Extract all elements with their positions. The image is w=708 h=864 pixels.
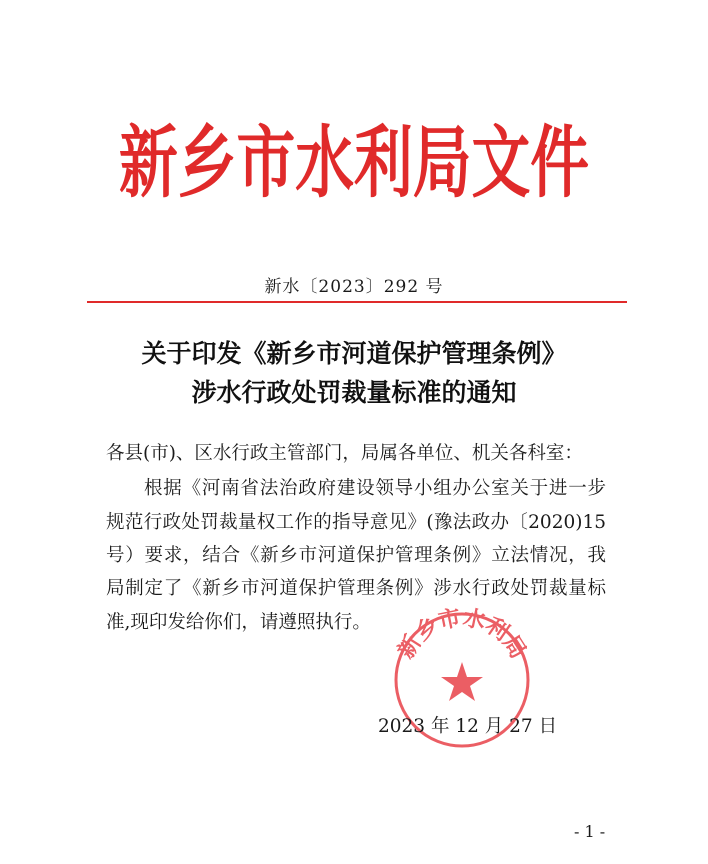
masthead-header	[0, 100, 708, 210]
red-divider-line	[87, 301, 627, 303]
body-line-3: 号）要求，结合《新乡市河道保护管理条例》立法情况，我	[106, 545, 606, 566]
document-number: 新水〔2023〕292 号	[264, 277, 444, 297]
body-line-2: 规范行政处罚裁量权工作的指导意见》(豫法政办〔2020)15	[106, 512, 606, 533]
page-number: - 1 -	[574, 822, 606, 841]
seal-star-icon	[441, 662, 483, 701]
body-line-5: 准,现印发给你们，请遵照执行。	[106, 612, 371, 633]
body-line-1: 根据《河南省法治政府建设领导小组办公室关于进一步	[144, 478, 606, 499]
body-line-4: 局制定了《新乡市河道保护管理条例》涉水行政处罚裁量标	[106, 578, 606, 599]
document-title-line-2: 涉水行政处罚裁量标准的通知	[191, 378, 517, 407]
addressee-line: 各县(市)、区水行政主管部门，局属各单位、机关各科室：	[106, 443, 583, 464]
issue-date: 2023 年 12 月 27 日	[378, 716, 558, 737]
svg-text:新乡市水利局: 新乡市水利局	[393, 605, 531, 664]
masthead-title: 新乡市水利局文件	[118, 117, 589, 210]
document-title-line-1: 关于印发《新乡市河道保护管理条例》	[141, 339, 567, 368]
